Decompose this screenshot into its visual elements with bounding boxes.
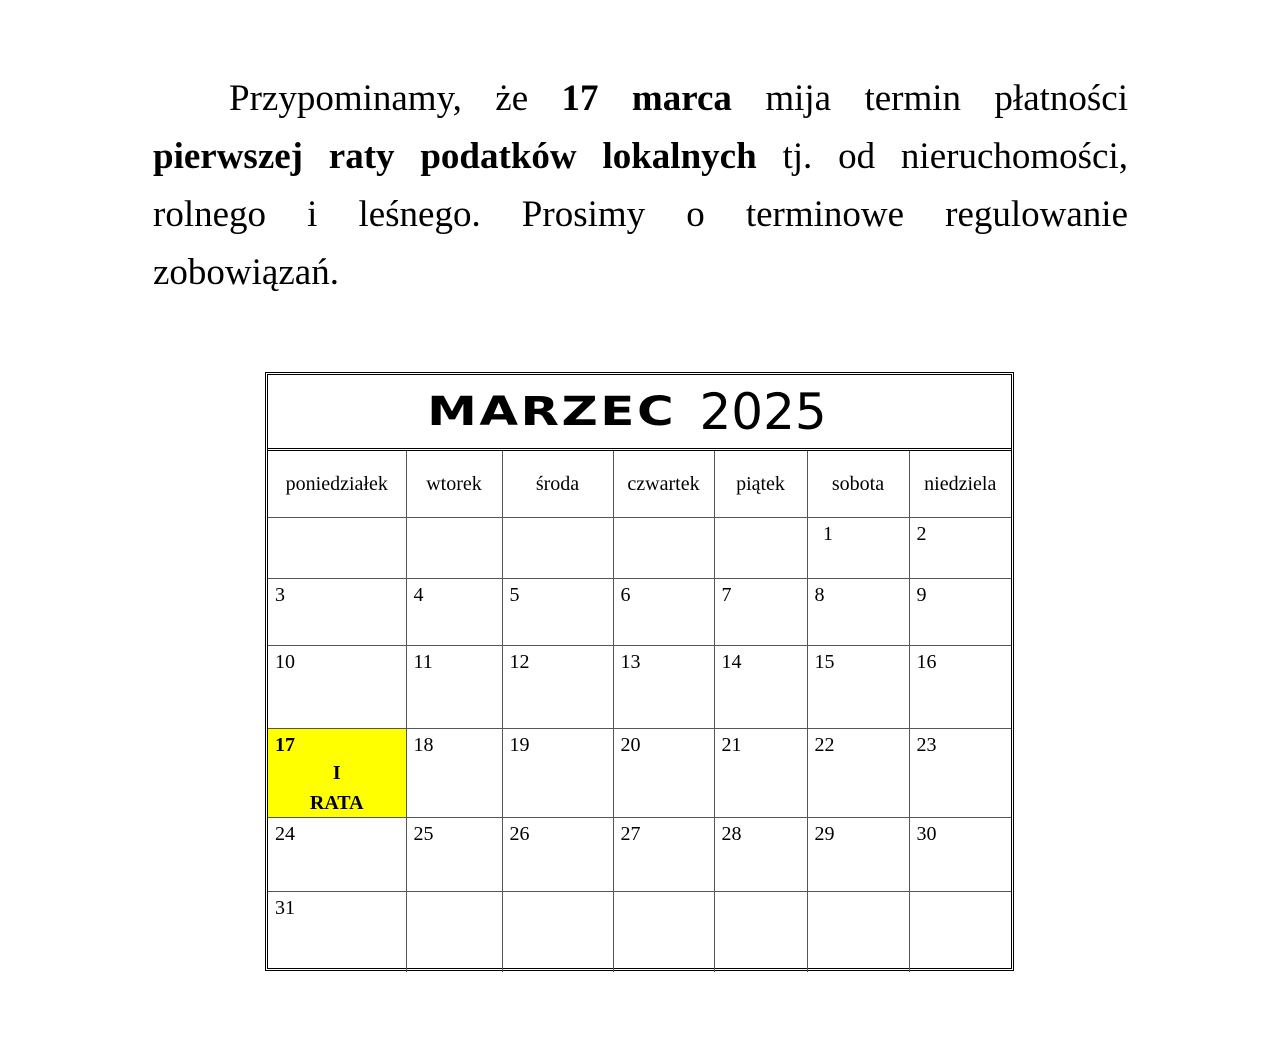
day-number: 3 (275, 584, 285, 606)
day-cell (807, 579, 909, 646)
day-number (715, 518, 807, 522)
day-number: 19 (509, 734, 530, 756)
day-number: 15 (814, 651, 835, 673)
day-number (268, 518, 406, 522)
day-cell (807, 818, 909, 892)
day-number: 26 (509, 823, 530, 845)
calendar-year: 2025 (699, 382, 827, 441)
day-number (407, 518, 502, 522)
day-number: 30 (916, 823, 937, 845)
day-number (808, 892, 909, 896)
day-number (715, 892, 807, 896)
day-number: 18 (413, 734, 434, 756)
day-cell (502, 818, 613, 892)
weekday-header: niedziela (909, 451, 1011, 518)
calendar-grid (268, 451, 1011, 972)
day-cell (502, 646, 613, 729)
day-number: 27 (620, 823, 641, 845)
day-number: 4 (413, 584, 424, 606)
day-number: 25 (413, 823, 434, 845)
day-cell (807, 518, 909, 579)
day-cell (807, 646, 909, 729)
calendar-title (268, 375, 1011, 451)
day-cell (714, 518, 807, 579)
day-cell (807, 729, 909, 818)
day-cell (502, 729, 613, 818)
day-cell (406, 892, 502, 973)
day-cell (613, 579, 714, 646)
week-row (268, 646, 1011, 729)
day-cell (268, 579, 406, 646)
day-cell (714, 818, 807, 892)
day-cell (613, 818, 714, 892)
day-number: 6 (620, 584, 631, 606)
day-number: 9 (916, 584, 927, 606)
day-number: 29 (814, 823, 835, 845)
day-number: 2 (916, 523, 927, 545)
weekday-header: środa (502, 451, 613, 518)
day-number: 8 (814, 584, 825, 606)
day-cell (268, 892, 406, 973)
day-cell (613, 729, 714, 818)
day-number (614, 892, 714, 896)
day-cell (268, 518, 406, 579)
day-number (503, 892, 613, 896)
week-row (268, 892, 1011, 973)
day-cell (613, 646, 714, 729)
day-number: 13 (620, 651, 641, 673)
day-number: 11 (413, 651, 433, 673)
day-cell-highlighted (268, 729, 406, 818)
day-number: 5 (509, 584, 520, 606)
day-cell (502, 579, 613, 646)
week-row (268, 729, 1011, 818)
weekday-header: sobota (807, 451, 909, 518)
weekday-header: poniedziałek (268, 451, 406, 518)
week-row (268, 518, 1011, 579)
notice-date: 17 marca (561, 78, 732, 119)
day-number (910, 892, 1012, 896)
installment-label-line2: RATA (309, 792, 364, 814)
day-cell (502, 892, 613, 973)
day-number: 23 (916, 734, 937, 756)
notice-text-1: Przypominamy, że (229, 78, 562, 119)
day-cell (909, 518, 1011, 579)
day-cell (714, 579, 807, 646)
day-number: 7 (721, 584, 732, 606)
day-cell (613, 892, 714, 973)
week-row (268, 818, 1011, 892)
day-number (407, 892, 502, 896)
day-cell (909, 729, 1011, 818)
day-cell (613, 518, 714, 579)
day-number: 24 (275, 823, 295, 845)
weekday-header: piątek (714, 451, 807, 518)
day-cell (714, 729, 807, 818)
notice-text-2: mija termin płatności (731, 78, 1129, 119)
day-number: 20 (620, 734, 641, 756)
day-cell (909, 892, 1011, 973)
notice-text-3: tj. od nieruchomości, rolnego i leśnego. Prosimy o terminowe regulowanie zobowiązań. (153, 136, 1128, 293)
day-number: 10 (275, 651, 295, 673)
day-cell (406, 729, 502, 818)
day-number: 12 (509, 651, 530, 673)
notice-installment: pierwszej raty podatków lokalnych (153, 136, 757, 177)
weekday-header: wtorek (406, 451, 502, 518)
day-number: 21 (721, 734, 742, 756)
day-cell (502, 518, 613, 579)
day-cell (909, 818, 1011, 892)
day-number: 14 (721, 651, 742, 673)
day-cell (714, 892, 807, 973)
day-cell (406, 818, 502, 892)
week-row (268, 579, 1011, 646)
day-cell (406, 518, 502, 579)
calendar-month: MARZEC (427, 388, 677, 435)
notice-paragraph (153, 70, 1128, 302)
day-cell (909, 646, 1011, 729)
day-cell (714, 646, 807, 729)
day-cell (406, 579, 502, 646)
day-cell (807, 892, 909, 973)
day-cell (268, 818, 406, 892)
day-cell (406, 646, 502, 729)
installment-label-line1: I (332, 762, 341, 784)
day-number: 1 (823, 523, 833, 545)
weekday-header-row (268, 451, 1011, 518)
day-number: 16 (916, 651, 937, 673)
day-number: 22 (814, 734, 835, 756)
day-number (503, 518, 613, 522)
day-number: 17 (275, 734, 295, 756)
day-cell (909, 579, 1011, 646)
calendar (265, 372, 1014, 971)
day-number: 31 (275, 897, 295, 919)
day-number (614, 518, 714, 522)
weekday-header: czwartek (613, 451, 714, 518)
day-number: 28 (721, 823, 742, 845)
day-cell (268, 646, 406, 729)
